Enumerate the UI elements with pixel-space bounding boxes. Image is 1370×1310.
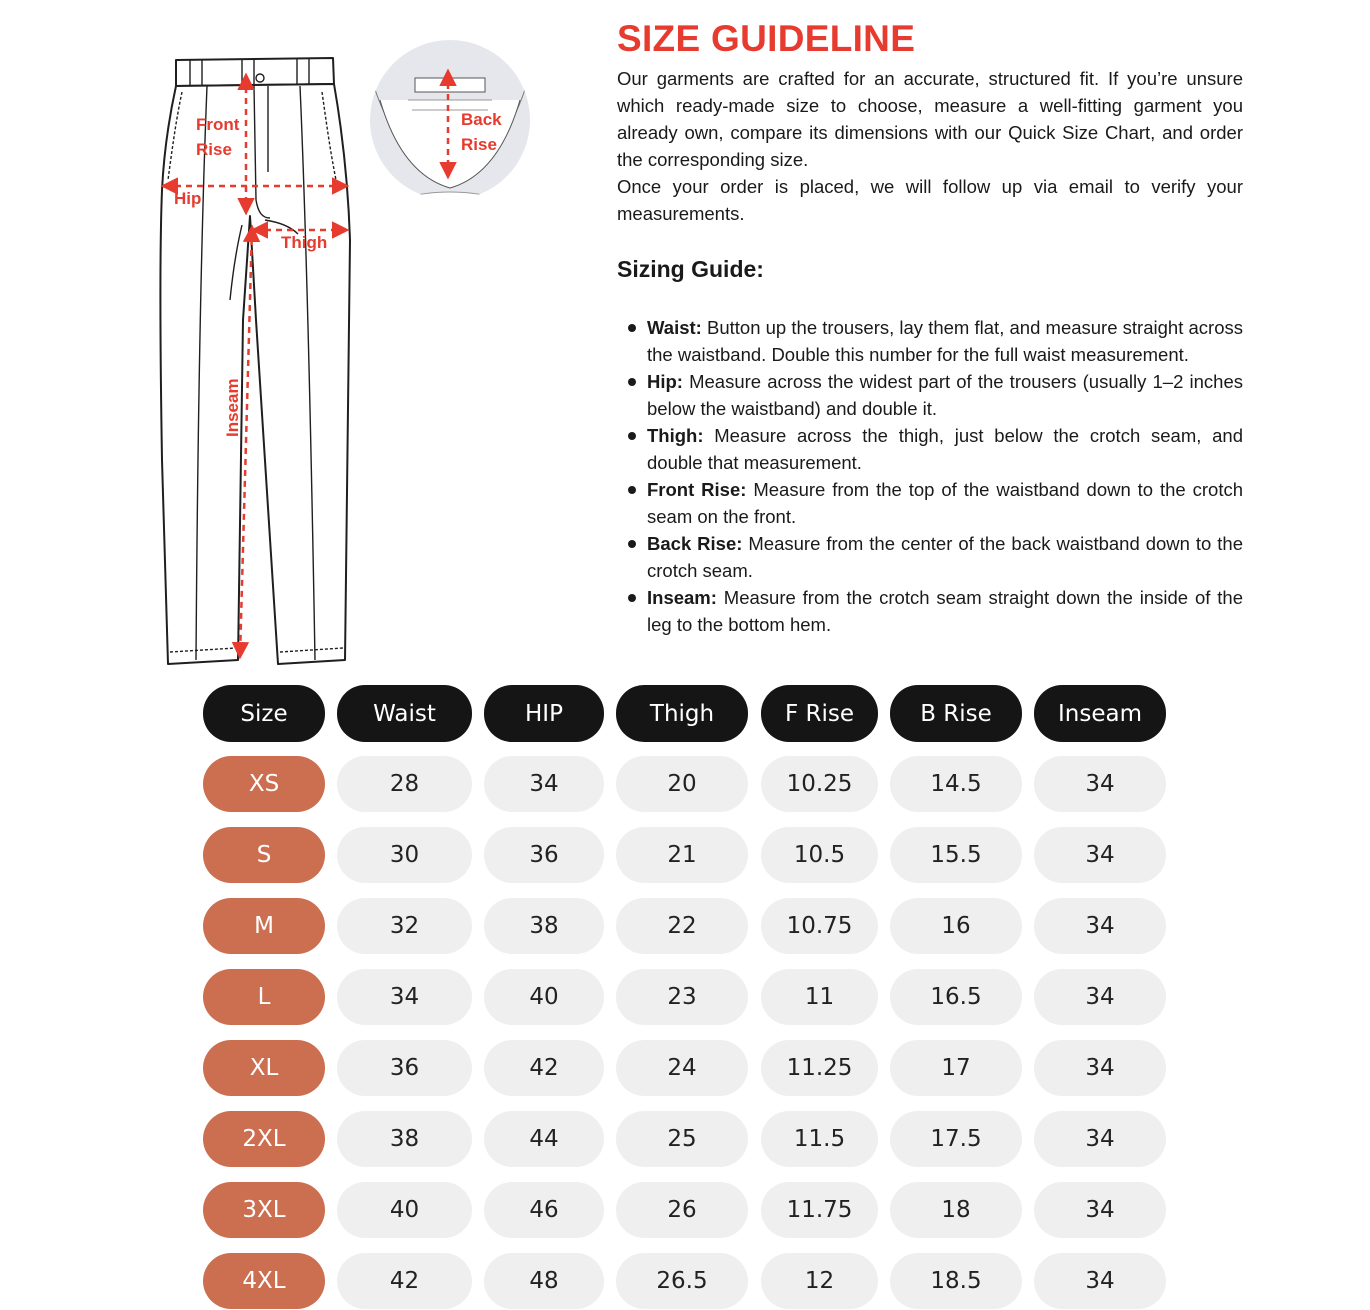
- measurement-cell-waist: 36: [337, 1040, 472, 1096]
- measurement-cell-hip: 48: [484, 1253, 604, 1309]
- measurement-cell-waist: 30: [337, 827, 472, 883]
- measurement-cell-hip: 40: [484, 969, 604, 1025]
- measurement-cell-back-rise: 17: [890, 1040, 1022, 1096]
- guide-text: Button up the trousers, lay them flat, and measure straight across the waistband. Double this number for the full waist measurement.: [647, 317, 1243, 365]
- guide-item-hip: [617, 368, 1243, 422]
- measurement-cell-back-rise: 17.5: [890, 1111, 1022, 1167]
- measurement-cell-waist: 28: [337, 756, 472, 812]
- guide-term: Thigh:: [647, 425, 704, 446]
- measurement-cell-thigh: 20: [616, 756, 748, 812]
- guide-term: Inseam:: [647, 587, 717, 608]
- measurement-cell-back-rise: 15.5: [890, 827, 1022, 883]
- size-label-cell: L: [203, 969, 325, 1025]
- hip-label: Hip: [174, 189, 202, 208]
- size-label-cell: 4XL: [203, 1253, 325, 1309]
- guide-text: Measure from the center of the back waistband down to the crotch seam.: [647, 533, 1243, 581]
- measurement-cell-hip: 42: [484, 1040, 604, 1096]
- measurement-cell-thigh: 23: [616, 969, 748, 1025]
- guide-term: Back Rise:: [647, 533, 743, 554]
- size-label-cell: XL: [203, 1040, 325, 1096]
- measurement-cell-inseam: 34: [1034, 827, 1166, 883]
- measurement-cell-inseam: 34: [1034, 1040, 1166, 1096]
- measurement-cell-thigh: 25: [616, 1111, 748, 1167]
- guide-text: Measure across the widest part of the trousers (usually 1–2 inches below the waistband) and double it.: [647, 371, 1243, 419]
- guide-term: Hip:: [647, 371, 683, 392]
- measurement-cell-front-rise: 10.25: [761, 756, 878, 812]
- page-title: SIZE GUIDELINE: [617, 18, 916, 59]
- measurement-cell-waist: 38: [337, 1111, 472, 1167]
- sizing-guide-list: [617, 314, 1243, 638]
- measurement-cell-hip: 46: [484, 1182, 604, 1238]
- size-label-cell: S: [203, 827, 325, 883]
- guide-text: Measure from the top of the waistband down to the crotch seam on the front.: [647, 479, 1244, 527]
- measurement-cell-thigh: 24: [616, 1040, 748, 1096]
- column-header-thigh: Thigh: [616, 685, 748, 742]
- size-label-cell: 3XL: [203, 1182, 325, 1238]
- measurement-cell-front-rise: 11.75: [761, 1182, 878, 1238]
- guide-item-back-rise: [617, 530, 1243, 584]
- guide-text: Measure across the thigh, just below the crotch seam, and double that measurement.: [647, 425, 1243, 473]
- intro-paragraph: Our garments are crafted for an accurate, structured fit. If you’re unsure which ready-made size to choose, measure a well-fitting garment you already own, compare its dimensions with our Quick Size Chart, and order the corresponding size.: [617, 68, 1243, 170]
- inseam-label: Inseam: [223, 378, 242, 437]
- measurement-cell-back-rise: 16.5: [890, 969, 1022, 1025]
- measurement-cell-front-rise: 11.25: [761, 1040, 878, 1096]
- measurement-cell-waist: 42: [337, 1253, 472, 1309]
- measurement-cell-inseam: 34: [1034, 898, 1166, 954]
- measurement-cell-thigh: 26: [616, 1182, 748, 1238]
- front-rise-label: Front Rise: [196, 115, 240, 159]
- column-header-waist: Waist: [337, 685, 472, 742]
- measurement-cell-waist: 34: [337, 969, 472, 1025]
- measurement-cell-waist: 40: [337, 1182, 472, 1238]
- measurement-cell-hip: 34: [484, 756, 604, 812]
- guide-item-waist: [617, 314, 1243, 368]
- measurement-cell-inseam: 34: [1034, 969, 1166, 1025]
- measurement-cell-inseam: 34: [1034, 756, 1166, 812]
- column-header-size: Size: [203, 685, 325, 742]
- size-label-cell: 2XL: [203, 1111, 325, 1167]
- guide-term: Waist:: [647, 317, 702, 338]
- trousers-measurement-illustration: [150, 40, 550, 680]
- measurement-cell-hip: 44: [484, 1111, 604, 1167]
- column-header-back-rise: B Rise: [890, 685, 1022, 742]
- guide-item-thigh: [617, 422, 1243, 476]
- measurement-cell-front-rise: 12: [761, 1253, 878, 1309]
- back-rise-label: Back Rise: [461, 110, 502, 154]
- measurement-cell-hip: 38: [484, 898, 604, 954]
- size-label-cell: M: [203, 898, 325, 954]
- measurement-cell-back-rise: 14.5: [890, 756, 1022, 812]
- measurement-cell-inseam: 34: [1034, 1111, 1166, 1167]
- measurement-cell-back-rise: 18.5: [890, 1253, 1022, 1309]
- measurement-cell-thigh: 22: [616, 898, 748, 954]
- column-header-hip: HIP: [484, 685, 604, 742]
- measurement-cell-front-rise: 10.5: [761, 827, 878, 883]
- size-label-cell: XS: [203, 756, 325, 812]
- column-header-front-rise: F Rise: [761, 685, 878, 742]
- intro-paragraph: Once your order is placed, we will follow up via email to verify your measurements.: [617, 176, 1243, 224]
- sizing-guide-heading: Sizing Guide:: [617, 256, 764, 282]
- thigh-label: Thigh: [281, 233, 328, 252]
- measurement-cell-front-rise: 11.5: [761, 1111, 878, 1167]
- measurement-cell-inseam: 34: [1034, 1182, 1166, 1238]
- measurement-cell-hip: 36: [484, 827, 604, 883]
- measurement-cell-back-rise: 18: [890, 1182, 1022, 1238]
- guide-item-front-rise: [617, 476, 1243, 530]
- measurement-cell-inseam: 34: [1034, 1253, 1166, 1309]
- measurement-cell-front-rise: 11: [761, 969, 878, 1025]
- measurement-cell-thigh: 26.5: [616, 1253, 748, 1309]
- column-header-inseam: Inseam: [1034, 685, 1166, 742]
- measurement-cell-waist: 32: [337, 898, 472, 954]
- measurement-cell-back-rise: 16: [890, 898, 1022, 954]
- guide-text: Measure from the crotch seam straight down the inside of the leg to the bottom hem.: [647, 587, 1243, 635]
- guide-term: Front Rise:: [647, 479, 747, 500]
- measurement-cell-front-rise: 10.75: [761, 898, 878, 954]
- guide-item-inseam: [617, 584, 1243, 638]
- measurement-cell-thigh: 21: [616, 827, 748, 883]
